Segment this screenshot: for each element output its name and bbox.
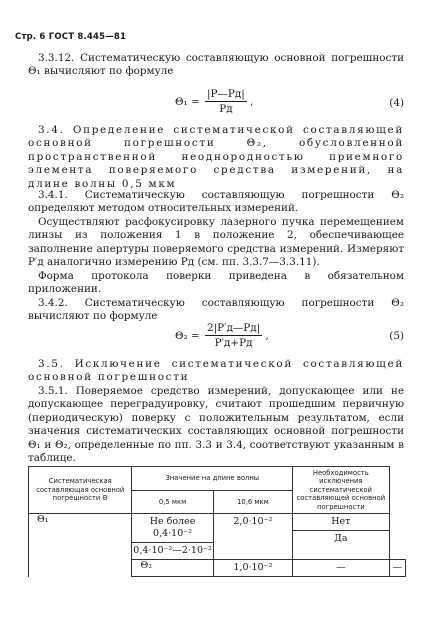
formula-4-numerator: |P—Pд| [207,88,245,100]
table-header-0-5: 0,5 мкм [132,490,213,514]
paragraph-3-4: 3.4. Определение систематической составляющей основной погрешности Θ₂, обусловленной пространственной неоднородностью приемного элемента поверяемого средства измерений, на длине волны 0,5 мкм [28,124,404,190]
table-cell-value-10-6: — [293,560,389,577]
formula-4-tail: , [250,95,254,108]
formula-5-tail: , [265,329,269,342]
tolerance-table [28,466,406,577]
paragraph-3-4-1-b: Осуществляют расфокусировку лазерного пучка перемещением линзы из положения 1 в положение 2, обеспечивающее заполнение апертуры поверяемого средства измерений. Измеряют P′д аналогично измерению Pд (см. пп. 3.3.7—3.3.11). [28,216,404,269]
formula-5-fraction [205,322,262,349]
paragraph-3-4-1-c: Форма протокола поверки приведена в обязательном приложении. [28,270,404,296]
formula-5-number: (5) [389,330,404,342]
page-header: Стр. 6 ГОСТ 8.445—81 [15,32,127,42]
paragraph-3-4-2: 3.4.2. Систематическую составляющую погрешности Θ₂ вычисляют по формуле [28,297,404,323]
formula-5-lhs: Θ₂ = [175,329,200,342]
table-header-necessity: Необходимость исключения систематической составляющей основной погрешности [293,467,389,514]
table-cell-necessity [293,514,389,560]
formula-4-denominator: Pд [219,103,233,115]
table-cell-value-0-5: 1,0·10⁻² [213,560,292,577]
table-cell-value-0-5 [132,514,213,560]
table-cell-value-10-6: 2,0·10⁻² [213,514,292,560]
table-cell-text: Да [293,530,388,545]
formula-4-number: (4) [389,97,404,109]
paragraph-3-5-1: 3.5.1. Поверяемое средство измерений, допускающее или не допускающее переградуировку, считают прошедшим первичную (периодическую) поверку с положительным результатом, если значения систематических составляющих основной погрешности Θ₁ и Θ₂, определенные по пп. 3.3 и 3.4, соответствуют указанным в таблице. [28,385,404,465]
table-header-component: Систематическая составляющая основной погрешности Θ [29,467,132,514]
table-header-10-6: 10,6 мкм [213,490,292,514]
formula-4 [175,88,253,115]
table-cell-text: 0,4·10⁻²—2·10⁻² [132,542,212,557]
table-cell-symbol: Θ₂ [132,560,213,577]
table-cell-text: Не более 0,4·10⁻² [149,516,196,540]
table-row [29,514,406,560]
formula-4-fraction [205,88,247,115]
formula-5 [175,322,269,349]
paragraph-3-4-1: 3.4.1. Систематическую составляющую погрешности Θ₂ определяют методом относительных измерений. [28,189,404,215]
paragraph-3-5: 3.5. Исключение систематической составляющей основной погрешности [28,358,404,384]
formula-4-lhs: Θ₁ = [175,95,200,108]
table-cell-necessity: — [389,560,406,577]
formula-5-numerator: 2|P′д—Pд| [207,322,261,334]
table-cell-text: Нет [331,516,351,528]
formula-5-denominator: P′д+Pд [214,337,253,349]
table-header-wavelength: Значение на длине волны [132,467,293,491]
paragraph-3-3-12: 3.3.12. Систематическую составляющую основной погрешности Θ₁ вычисляют по формуле [28,52,404,78]
table-cell-symbol: Θ₁ [29,514,132,577]
